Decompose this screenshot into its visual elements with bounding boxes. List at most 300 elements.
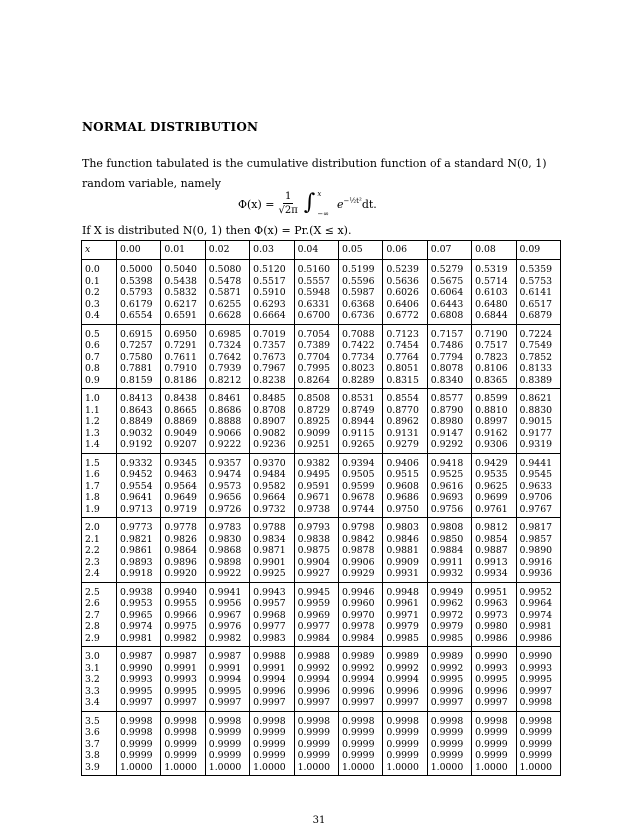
probability-value: 0.9970 <box>341 609 375 621</box>
probability-cell <box>472 260 516 325</box>
x-value: 0.1 <box>85 275 100 287</box>
probability-value: 0.9826 <box>164 533 197 545</box>
probability-value: 0.5753 <box>519 275 553 287</box>
probability-value: 0.9941 <box>208 586 242 598</box>
probability-cell <box>338 453 382 518</box>
probability-value: 0.9834 <box>253 533 286 545</box>
probability-value: 0.9995 <box>164 685 197 697</box>
probability-value: 0.5714 <box>475 275 508 287</box>
probability-value: 0.9997 <box>253 697 286 708</box>
probability-value: 0.9998 <box>519 715 553 727</box>
probability-value: 0.9964 <box>519 598 553 609</box>
probability-value: 0.5910 <box>253 287 286 298</box>
probability-value: 0.9664 <box>253 492 286 503</box>
probability-value: 0.9306 <box>475 439 508 450</box>
probability-value: 0.9115 <box>341 427 375 439</box>
probability-cell <box>516 582 560 647</box>
probability-value: 0.5359 <box>519 264 553 275</box>
probability-value: 0.7517 <box>475 340 508 351</box>
x-value-cell <box>82 260 117 325</box>
probability-value: 0.9999 <box>475 750 508 761</box>
probability-value: 0.9988 <box>297 651 331 662</box>
probability-cell <box>383 260 427 325</box>
probability-value: 0.7088 <box>341 328 375 340</box>
table-row <box>82 453 561 518</box>
probability-value: 0.6517 <box>519 298 553 310</box>
probability-value: 0.9998 <box>120 727 153 738</box>
probability-cell <box>117 260 161 325</box>
probability-value: 0.9864 <box>164 545 197 556</box>
probability-value: 0.5319 <box>475 264 508 275</box>
probability-cell <box>161 711 205 776</box>
probability-value: 0.9999 <box>253 727 286 738</box>
integrand-base: e <box>337 197 344 211</box>
probability-value: 1.0000 <box>341 761 375 773</box>
probability-cell <box>250 518 294 583</box>
probability-value: 0.5987 <box>341 287 375 298</box>
probability-value: 0.9995 <box>475 674 508 685</box>
probability-value: 0.9649 <box>164 492 197 503</box>
probability-cell <box>250 453 294 518</box>
probability-cell <box>516 518 560 583</box>
probability-value: 0.9999 <box>208 738 242 750</box>
probability-value: 0.9599 <box>341 480 375 492</box>
integral-sign: ∫ <box>303 190 316 215</box>
probability-cell <box>427 647 471 712</box>
probability-cell <box>472 647 516 712</box>
x-value: 2.6 <box>85 598 100 609</box>
probability-value: 0.7019 <box>253 328 286 340</box>
probability-cell <box>294 518 338 583</box>
probability-value: 0.9996 <box>475 685 508 697</box>
probability-value: 0.8051 <box>386 363 419 374</box>
page-number: 31 <box>312 815 326 826</box>
probability-value: 1.0000 <box>253 761 286 773</box>
probability-value: 0.8238 <box>253 374 286 386</box>
probability-value: 0.9495 <box>297 469 331 480</box>
table-row <box>82 324 561 389</box>
probability-value: 0.9951 <box>475 586 508 598</box>
probability-value: 0.6141 <box>519 287 553 298</box>
probability-value: 0.9452 <box>120 469 153 480</box>
probability-value: 0.7054 <box>297 328 331 340</box>
probability-value: 0.9994 <box>208 674 242 685</box>
integral-limits <box>317 190 329 218</box>
probability-value: 0.8106 <box>475 363 508 374</box>
probability-value: 0.9236 <box>253 439 286 450</box>
probability-value: 0.9999 <box>519 738 553 750</box>
probability-value: 0.9535 <box>475 469 508 480</box>
probability-value: 0.9994 <box>386 674 419 685</box>
probability-value: 0.9913 <box>475 556 508 568</box>
x-value: 1.2 <box>85 416 100 427</box>
table-block <box>82 453 561 518</box>
probability-cell <box>338 260 382 325</box>
probability-value: 0.9953 <box>120 598 153 609</box>
probability-value: 0.9971 <box>386 609 419 621</box>
probability-value: 0.9996 <box>430 685 464 697</box>
probability-value: 0.9975 <box>164 621 197 632</box>
probability-value: 0.8944 <box>341 416 375 427</box>
probability-value: 0.9788 <box>253 522 286 533</box>
probability-value: 0.9292 <box>430 439 464 450</box>
probability-value: 0.9382 <box>297 457 331 469</box>
probability-value: 0.9999 <box>341 727 375 738</box>
x-value: 0.6 <box>85 340 100 351</box>
probability-cell <box>205 518 249 583</box>
probability-value: 0.9998 <box>120 715 153 727</box>
probability-value: 0.9966 <box>164 609 197 621</box>
probability-value: 0.6368 <box>341 298 375 310</box>
formula-numerator: 1 <box>285 191 292 202</box>
probability-value: 0.5160 <box>297 264 331 275</box>
probability-value: 0.9319 <box>519 439 553 450</box>
probability-value: 0.9817 <box>519 522 553 533</box>
probability-value: 0.9821 <box>120 533 153 545</box>
probability-value: 0.9992 <box>341 662 375 674</box>
probability-value: 0.9997 <box>386 697 419 708</box>
x-value: 3.1 <box>85 662 100 674</box>
probability-value: 0.9744 <box>341 503 375 515</box>
probability-value: 0.9997 <box>430 697 464 708</box>
probability-cell <box>472 582 516 647</box>
probability-value: 0.9994 <box>297 674 331 685</box>
probability-value: 0.8264 <box>297 374 331 386</box>
probability-value: 0.8133 <box>519 363 553 374</box>
probability-value: 0.5871 <box>208 287 242 298</box>
x-value: 1.4 <box>85 439 100 450</box>
table-block <box>82 518 561 583</box>
probability-value: 0.7224 <box>519 328 553 340</box>
probability-value: 0.9992 <box>297 662 331 674</box>
probability-value: 0.8686 <box>208 404 242 416</box>
probability-value: 0.5793 <box>120 287 153 298</box>
probability-value: 0.5080 <box>208 264 242 275</box>
probability-value: 0.9940 <box>164 586 197 598</box>
probability-value: 0.8023 <box>341 363 375 374</box>
probability-value: 0.6293 <box>253 298 286 310</box>
probability-value: 0.9830 <box>208 533 242 545</box>
integrand-exponent: −½t² <box>343 197 362 205</box>
probability-value: 0.9929 <box>341 568 375 579</box>
probability-value: 0.9850 <box>430 533 464 545</box>
probability-cell <box>338 647 382 712</box>
probability-value: 0.9808 <box>430 522 464 533</box>
probability-value: 0.7422 <box>341 340 375 351</box>
probability-value: 0.9803 <box>386 522 419 533</box>
column-header: 0.04 <box>294 241 338 260</box>
probability-value: 0.6179 <box>120 298 153 310</box>
x-value: 0.7 <box>85 351 100 363</box>
probability-value: 0.9049 <box>164 427 197 439</box>
probability-value: 0.9963 <box>475 598 508 609</box>
x-value: 3.2 <box>85 674 100 685</box>
probability-value: 0.9977 <box>297 621 331 632</box>
probability-value: 0.9981 <box>120 632 153 644</box>
probability-value: 0.6628 <box>208 310 242 321</box>
probability-value: 0.7549 <box>519 340 553 351</box>
probability-value: 0.9999 <box>297 727 331 738</box>
probability-value: 0.8413 <box>120 393 153 404</box>
x-value: 2.4 <box>85 568 100 579</box>
probability-cell <box>161 389 205 454</box>
probability-value: 0.9999 <box>208 727 242 738</box>
probability-value: 0.8461 <box>208 393 242 404</box>
x-value: 1.5 <box>85 457 100 469</box>
x-value: 2.1 <box>85 533 100 545</box>
probability-value: 0.5832 <box>164 287 197 298</box>
probability-value: 0.9441 <box>519 457 553 469</box>
probability-value: 0.9972 <box>430 609 464 621</box>
probability-value: 0.6808 <box>430 310 464 321</box>
probability-value: 0.9979 <box>430 621 464 632</box>
x-value: 2.8 <box>85 621 100 632</box>
probability-value: 0.9265 <box>341 439 375 450</box>
probability-value: 0.9927 <box>297 568 331 579</box>
probability-value: 0.8997 <box>475 416 508 427</box>
probability-value: 0.9993 <box>519 662 553 674</box>
probability-value: 0.9370 <box>253 457 286 469</box>
probability-value: 0.5438 <box>164 275 197 287</box>
probability-value: 0.9582 <box>253 480 286 492</box>
probability-value: 0.7881 <box>120 363 153 374</box>
probability-value: 0.9995 <box>430 674 464 685</box>
probability-value: 0.9357 <box>208 457 242 469</box>
probability-value: 0.8643 <box>120 404 153 416</box>
probability-value: 0.9761 <box>475 503 508 515</box>
probability-value: 0.9999 <box>475 727 508 738</box>
probability-value: 0.8708 <box>253 404 286 416</box>
column-header: 0.02 <box>205 241 249 260</box>
probability-value: 0.8729 <box>297 404 331 416</box>
probability-value: 0.9999 <box>386 727 419 738</box>
probability-value: 0.9846 <box>386 533 419 545</box>
probability-value: 0.9999 <box>386 750 419 761</box>
probability-value: 0.6736 <box>341 310 375 321</box>
x-value: 2.9 <box>85 632 100 644</box>
probability-value: 0.7910 <box>164 363 197 374</box>
probability-value: 0.9993 <box>475 662 508 674</box>
probability-cell <box>161 453 205 518</box>
probability-cell <box>383 582 427 647</box>
probability-value: 0.5040 <box>164 264 197 275</box>
probability-value: 0.9977 <box>253 621 286 632</box>
probability-value: 0.7794 <box>430 351 464 363</box>
table-row <box>82 389 561 454</box>
probability-value: 0.9857 <box>519 533 553 545</box>
probability-value: 0.9991 <box>164 662 197 674</box>
probability-value: 0.9999 <box>430 750 464 761</box>
probability-value: 0.6915 <box>120 328 153 340</box>
probability-value: 0.9993 <box>120 674 153 685</box>
probability-value: 0.9332 <box>120 457 153 469</box>
probability-value: 0.9999 <box>120 738 153 750</box>
probability-value: 0.9893 <box>120 556 153 568</box>
probability-cell <box>205 324 249 389</box>
probability-value: 0.9965 <box>120 609 153 621</box>
probability-value: 1.0000 <box>208 761 242 773</box>
probability-cell <box>205 711 249 776</box>
probability-cell <box>205 389 249 454</box>
probability-value: 0.9878 <box>341 545 375 556</box>
probability-cell <box>338 324 382 389</box>
probability-value: 0.6480 <box>475 298 508 310</box>
probability-value: 1.0000 <box>297 761 331 773</box>
probability-value: 0.9997 <box>208 697 242 708</box>
probability-value: 0.8770 <box>386 404 419 416</box>
probability-value: 0.9968 <box>253 609 286 621</box>
probability-value: 0.9960 <box>341 598 375 609</box>
probability-value: 0.9999 <box>253 738 286 750</box>
probability-value: 0.8212 <box>208 374 242 386</box>
probability-value: 0.9525 <box>430 469 464 480</box>
probability-value: 0.9686 <box>386 492 419 503</box>
probability-value: 0.9920 <box>164 568 197 579</box>
probability-cell <box>294 711 338 776</box>
probability-value: 0.9998 <box>430 715 464 727</box>
probability-value: 0.9177 <box>519 427 553 439</box>
probability-value: 0.5000 <box>120 264 153 275</box>
probability-value: 0.9251 <box>297 439 331 450</box>
x-value: 0.8 <box>85 363 100 374</box>
probability-cell <box>161 582 205 647</box>
normal-distribution-table <box>81 240 561 776</box>
probability-value: 0.9918 <box>120 568 153 579</box>
probability-value: 0.9996 <box>297 685 331 697</box>
probability-value: 0.5596 <box>341 275 375 287</box>
probability-cell <box>383 324 427 389</box>
probability-value: 0.9394 <box>341 457 375 469</box>
column-header: 0.09 <box>516 241 560 260</box>
probability-value: 0.9989 <box>341 651 375 662</box>
probability-value: 0.9773 <box>120 522 153 533</box>
table-row <box>82 582 561 647</box>
probability-cell <box>117 453 161 518</box>
probability-value: 0.9192 <box>120 439 153 450</box>
probability-value: 0.9999 <box>341 750 375 761</box>
probability-value: 0.9998 <box>208 715 242 727</box>
x-value: 3.6 <box>85 727 100 738</box>
formula-denominator: √2π <box>278 205 298 216</box>
probability-value: 0.9979 <box>386 621 419 632</box>
probability-value: 0.9484 <box>253 469 286 480</box>
probability-value: 0.8621 <box>519 393 553 404</box>
probability-cell <box>250 324 294 389</box>
probability-value: 0.5557 <box>297 275 331 287</box>
probability-value: 0.9985 <box>430 632 464 644</box>
probability-value: 0.9946 <box>341 586 375 598</box>
probability-value: 0.9962 <box>430 598 464 609</box>
x-value: 3.3 <box>85 685 100 697</box>
probability-cell <box>383 518 427 583</box>
probability-value: 0.6844 <box>475 310 508 321</box>
x-value: 2.7 <box>85 609 100 621</box>
x-value: 0.5 <box>85 328 100 340</box>
probability-value: 0.7852 <box>519 351 553 363</box>
probability-value: 0.5478 <box>208 275 242 287</box>
probability-value: 0.9998 <box>475 715 508 727</box>
probability-value: 0.9969 <box>297 609 331 621</box>
probability-value: 0.9906 <box>341 556 375 568</box>
x-value: 0.9 <box>85 374 100 386</box>
intro-line-1: The function tabulated is the cumulative distribution function of a standard N(0, 1) <box>82 157 547 170</box>
probability-value: 0.9505 <box>341 469 375 480</box>
probability-value: 0.9868 <box>208 545 242 556</box>
probability-value: 0.9406 <box>386 457 419 469</box>
probability-value: 0.9545 <box>519 469 553 480</box>
probability-value: 0.9884 <box>430 545 464 556</box>
probability-cell <box>117 711 161 776</box>
x-value: 2.2 <box>85 545 100 556</box>
probability-value: 0.9995 <box>208 685 242 697</box>
probability-cell <box>383 453 427 518</box>
probability-value: 0.5279 <box>430 264 464 275</box>
probability-cell <box>427 389 471 454</box>
probability-value: 0.9990 <box>519 651 553 662</box>
probability-cell <box>117 324 161 389</box>
probability-value: 0.9994 <box>253 674 286 685</box>
probability-value: 0.5199 <box>341 264 375 275</box>
probability-value: 0.9994 <box>341 674 375 685</box>
probability-value: 0.7734 <box>341 351 375 363</box>
table-block <box>82 582 561 647</box>
probability-value: 0.9279 <box>386 439 419 450</box>
x-value: 0.2 <box>85 287 100 298</box>
probability-value: 0.7704 <box>297 351 331 363</box>
x-value-cell <box>82 711 117 776</box>
probability-value: 0.9956 <box>208 598 242 609</box>
probability-value: 0.8790 <box>430 404 464 416</box>
probability-value: 0.9987 <box>120 651 153 662</box>
probability-value: 0.9991 <box>253 662 286 674</box>
x-value: 3.9 <box>85 761 100 773</box>
probability-value: 0.9989 <box>386 651 419 662</box>
probability-cell <box>117 582 161 647</box>
probability-value: 0.9032 <box>120 427 153 439</box>
probability-value: 0.9750 <box>386 503 419 515</box>
x-value-cell <box>82 582 117 647</box>
column-header: 0.01 <box>161 241 205 260</box>
probability-value: 0.9656 <box>208 492 242 503</box>
probability-cell <box>161 518 205 583</box>
probability-value: 0.7764 <box>386 351 419 363</box>
x-value: 1.8 <box>85 492 100 503</box>
probability-cell <box>516 453 560 518</box>
probability-value: 0.7157 <box>430 328 464 340</box>
probability-value: 0.9999 <box>430 727 464 738</box>
probability-value: 0.9997 <box>475 697 508 708</box>
probability-cell <box>294 647 338 712</box>
x-value: 1.7 <box>85 480 100 492</box>
probability-cell <box>516 389 560 454</box>
probability-value: 0.9934 <box>475 568 508 579</box>
probability-value: 0.7967 <box>253 363 286 374</box>
probability-value: 1.0000 <box>120 761 153 773</box>
probability-value: 0.9564 <box>164 480 197 492</box>
probability-cell <box>294 260 338 325</box>
probability-value: 0.9999 <box>341 738 375 750</box>
column-header: 0.06 <box>383 241 427 260</box>
probability-value: 0.9986 <box>519 632 553 644</box>
probability-cell <box>427 582 471 647</box>
probability-value: 0.8078 <box>430 363 464 374</box>
probability-cell <box>250 711 294 776</box>
probability-value: 0.9948 <box>386 586 419 598</box>
probability-value: 0.9978 <box>341 621 375 632</box>
probability-cell <box>205 453 249 518</box>
probability-cell <box>161 324 205 389</box>
probability-value: 0.9997 <box>120 697 153 708</box>
